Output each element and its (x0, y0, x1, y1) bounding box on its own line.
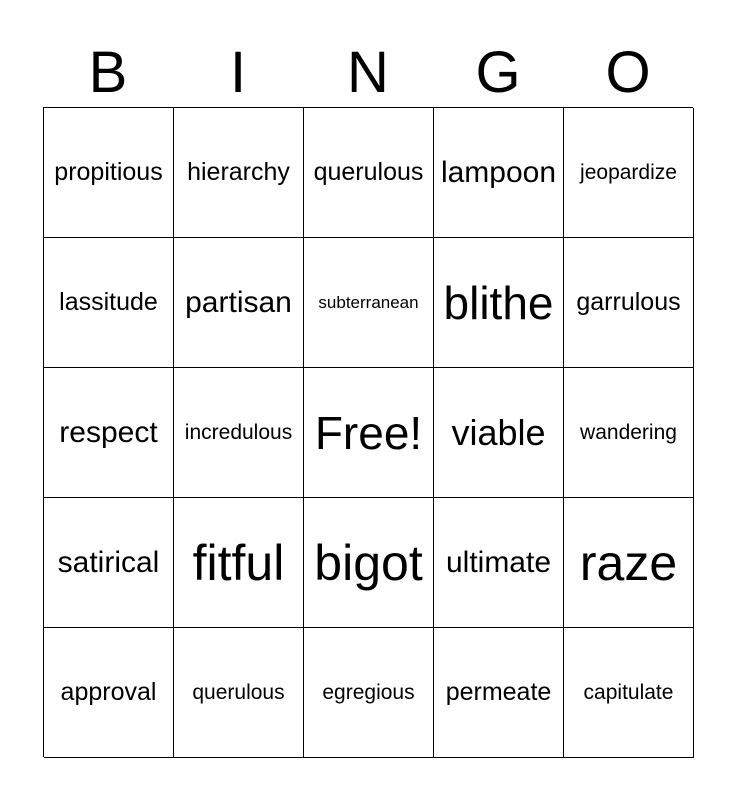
bingo-cell[interactable]: blithe (434, 238, 564, 368)
bingo-cell[interactable]: raze (564, 498, 694, 628)
bingo-cell[interactable]: approval (44, 628, 174, 758)
header-letter-n: N (347, 40, 389, 105)
bingo-cell[interactable]: querulous (174, 628, 304, 758)
bingo-header (43, 38, 693, 108)
bingo-cell[interactable]: hierarchy (174, 108, 304, 238)
bingo-cell[interactable]: incredulous (174, 368, 304, 498)
bingo-cell[interactable]: viable (434, 368, 564, 498)
bingo-cell[interactable]: garrulous (564, 238, 694, 368)
bingo-cell[interactable]: respect (44, 368, 174, 498)
bingo-cell[interactable]: lassitude (44, 238, 174, 368)
bingo-cell[interactable]: propitious (44, 108, 174, 238)
header-letter-o: O (605, 40, 651, 105)
bingo-cell[interactable]: lampoon (434, 108, 564, 238)
bingo-cell[interactable]: querulous (304, 108, 434, 238)
bingo-cell[interactable]: satirical (44, 498, 174, 628)
bingo-cell[interactable]: jeopardize (564, 108, 694, 238)
bingo-cell[interactable]: ultimate (434, 498, 564, 628)
bingo-cell[interactable]: wandering (564, 368, 694, 498)
bingo-cell[interactable]: subterranean (304, 238, 434, 368)
header-letter-i: I (229, 40, 247, 105)
header-letter-g: G (475, 40, 521, 105)
bingo-cell[interactable]: fitful (174, 498, 304, 628)
bingo-free-space[interactable]: Free! (304, 368, 434, 498)
bingo-cell[interactable]: permeate (434, 628, 564, 758)
bingo-cell[interactable]: capitulate (564, 628, 694, 758)
bingo-board (43, 107, 693, 757)
bingo-cell[interactable]: egregious (304, 628, 434, 758)
bingo-cell[interactable]: partisan (174, 238, 304, 368)
bingo-cell[interactable]: bigot (304, 498, 434, 628)
header-letter-b: B (88, 40, 128, 105)
